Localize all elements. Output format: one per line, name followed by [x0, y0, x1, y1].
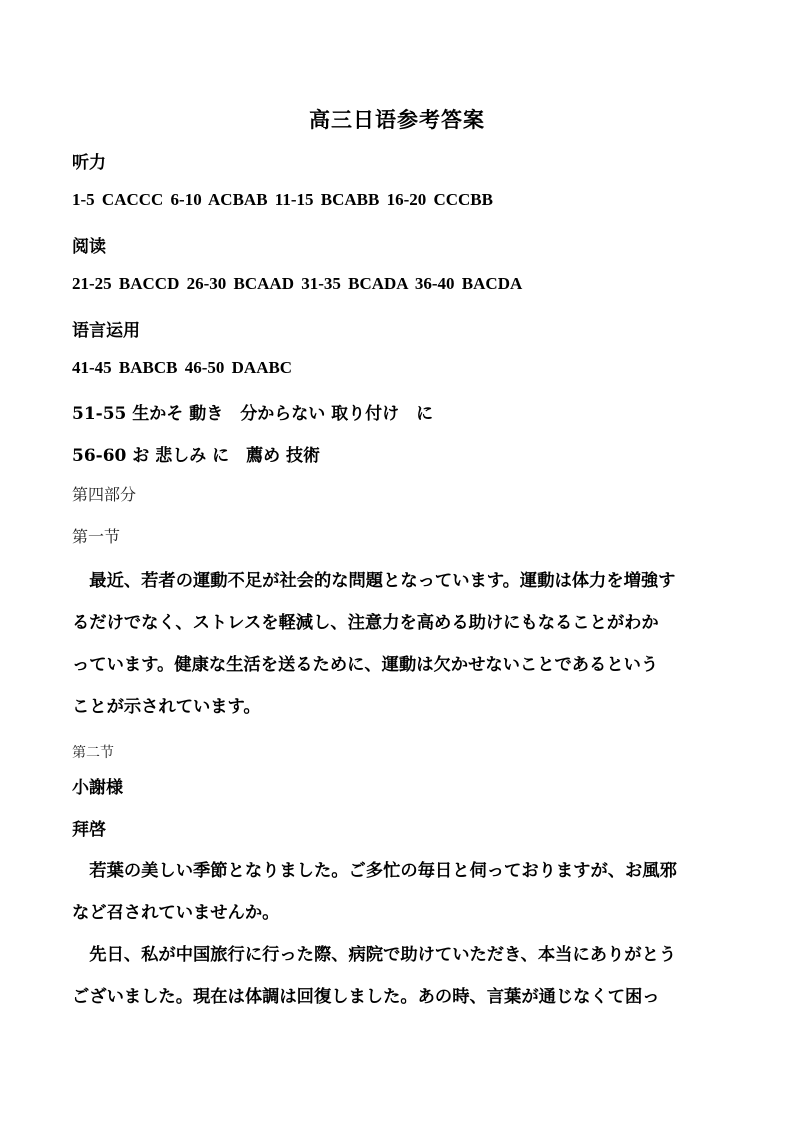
letter-line: 若葉の美しい季節となりました。ご多忙の毎日と伺っておりますが、お風邪	[72, 861, 677, 881]
letter-opening: 拜啓	[72, 820, 106, 840]
reading-answers: 21-25 BACCD 26-30 BCAAD 31-35 BCADA 36-40 BACDA	[72, 274, 523, 293]
essay-line: ことが示されています。	[72, 697, 261, 717]
section1-essay	[72, 566, 722, 716]
language-answers-41-50: 41-45 BABCB 46-50 DAABC	[72, 358, 293, 377]
part4-heading: 第四部分	[72, 485, 137, 504]
section1-heading: 第一节	[72, 527, 121, 546]
letter-line: 先日、私が中国旅行に行った際、病院で助けていただき、本当にありがとう	[72, 945, 677, 965]
letter-line: など召されていませんか。	[72, 903, 280, 923]
essay-line: っています。健康な生活を送るために、運動は欠かせないことであるという	[72, 655, 659, 675]
listening-heading: 听力	[72, 153, 106, 173]
language-answers-56-60: 56-60 お 悲しみ に 薦め 技術	[72, 446, 321, 466]
essay-line: 最近、若者の運動不足が社会的な問題となっています。運動は体力を増強す	[72, 571, 676, 591]
section2-heading: 第二节	[72, 745, 114, 761]
letter-salutation: 小謝様	[72, 778, 123, 798]
essay-line: るだけでなく、ストレスを軽減し、注意力を高める助けにもなることがわか	[72, 613, 659, 633]
letter-line: ございました。現在は体調は回復しました。あの時、言葉が通じなくて困っ	[72, 987, 660, 1007]
language-heading: 语言运用	[72, 321, 140, 341]
section2-letter	[72, 856, 722, 1016]
language-answers-51-55: 51-55 生かそ 動き 分からない 取り付け に	[72, 404, 434, 424]
page-title: 高三日语参考答案	[309, 107, 485, 132]
listening-answers: 1-5 CACCC 6-10 ACBAB 11-15 BCABB 16-20 CCCBB	[72, 190, 493, 209]
reading-heading: 阅读	[72, 237, 106, 257]
